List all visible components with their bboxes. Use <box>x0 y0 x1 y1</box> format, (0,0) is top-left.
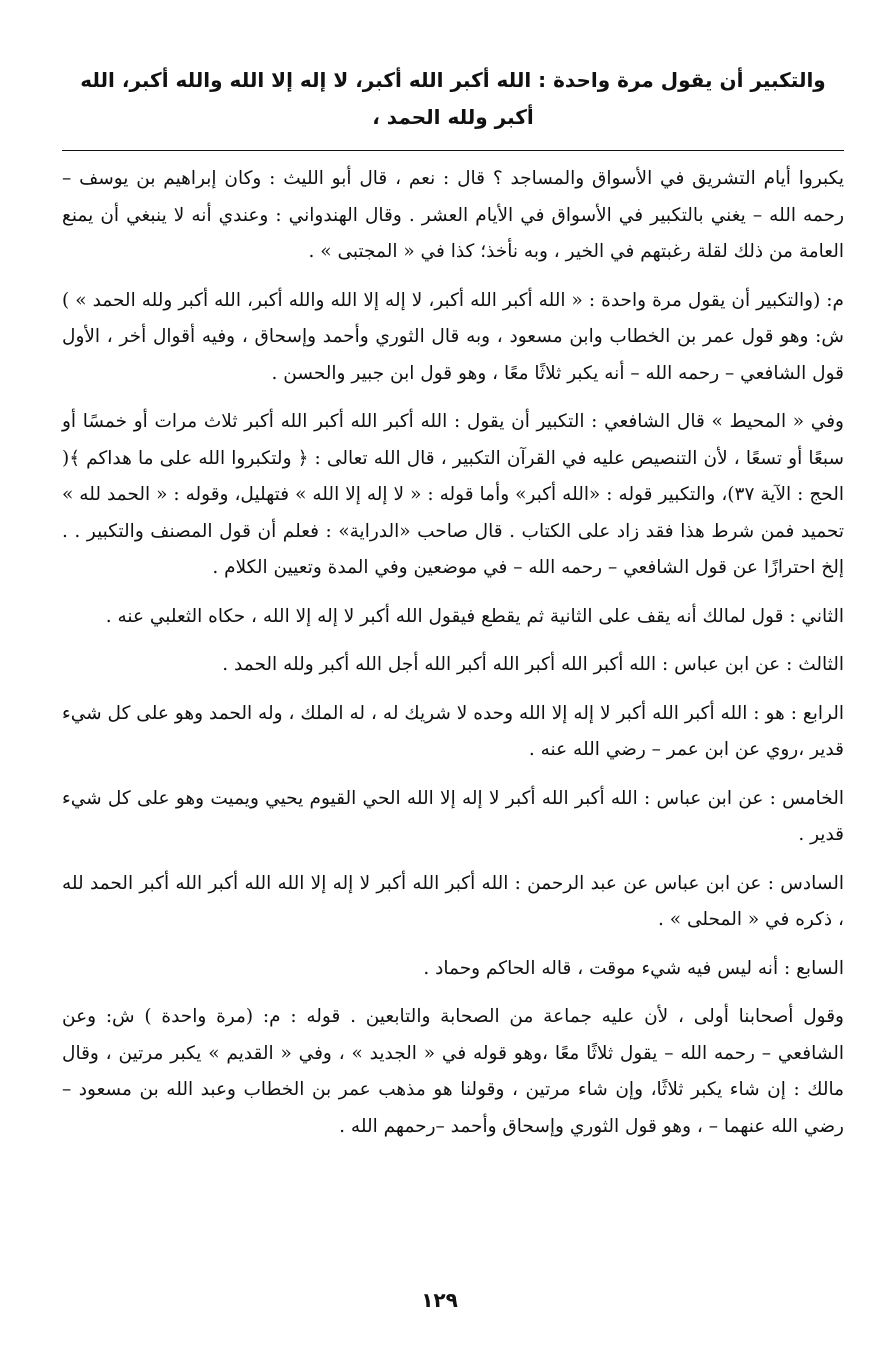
paragraph-fourth-opinion: الرابع : هو : الله أكبر الله أكبر لا إله إلا الله وحده لا شريك له ، له الملك ، وله الحمد وهو على كل شيء قدير ،روي عن ابن عمر – رضي الله عنه . <box>62 702 844 760</box>
paragraph-third-opinion: الثالث : عن ابن عباس : الله أكبر الله أكبر الله أكبر الله أجل الله أكبر ولله الحمد . <box>222 654 844 675</box>
paragraph-fifth-opinion: الخامس : عن ابن عباس : الله أكبر الله أكبر لا إله إلا الله الحي القيوم يحيي ويميت وهو على كل شيء قدير . <box>62 787 844 845</box>
paragraph-seventh-opinion: السابع : أنه ليس فيه شيء موقت ، قاله الحاكم وحماد . <box>423 957 844 979</box>
paragraph-muhit: وفي « المحيط » قال الشافعي : التكبير أن يقول : الله أكبر الله أكبر الله أكبر ثلاث مرات أو خمسًا أو سبعًا أو تسعًا ، لأن التنصيص عليه في القرآن التكبير ، قال الله تعالى : ﴿ ولتكبروا الله على ما هداكم ﴾( الحج : الآية ٣٧)، والتكبير قوله : «الله أكبر» وأما قوله : « لا إله إلا الله » فتهليل، وقوله : « الحمد لله » تحميد فمن شرط هذا فقد زاد على الكتاب . قال صاحب «الدراية» : فعلم أن قول المصنف والتكبير . . إلخ احترازًا عن قول الشافعي – رحمه الله – في موضعين وفي المدة وتعيين الكلام . <box>62 411 844 578</box>
page-number: ١٢٩ <box>421 1288 458 1312</box>
paragraph-sixth-opinion: السادس : عن ابن عباس عن عبد الرحمن : الله أكبر الله أكبر لا إله إلا الله الله أكبر الله أكبر الحمد لله ، ذكره في « المحلى » . <box>62 872 844 930</box>
paragraph-conclusion: وقول أصحابنا أولى ، لأن عليه جماعة من الصحابة والتابعين . قوله : م: (مرة واحدة ) ش: وعن الشافعي – رحمه الله – يقول ثلاثًا معًا ،وهو قوله في « الجديد » ، وفي « القديم » يكبر مرتين ، وقال مالك : إن شاء يكبر ثلاثًا، وإن شاء مرتين ، وقولنا هو مذهب عمر بن الخطاب وعبد الله بن مسعود – رضي الله عنهما – ، وهو قول الثوري وإسحاق وأحمد –رحمهم الله . <box>62 1006 844 1137</box>
paragraph-continuation: يكبروا أيام التشريق في الأسواق والمساجد ؟ قال : نعم ، قال أبو الليث : وكان إبراهيم بن يوسف – رحمه الله – يغني بالتكبير في الأسواق في الأيام العشر . وقال الهندواني : وعندي أنه لا ينبغي أن يمنع العامة من ذلك لقلة رغبتهم في الخير ، وبه نأخذ؛ كذا في « المجتبى » . <box>62 168 844 262</box>
paragraph-second-opinion: الثاني : قول لمالك أنه يقف على الثانية ثم يقطع فيقول الله أكبر لا إله إلا الله ، حكاه الثعلبي عنه . <box>105 605 844 627</box>
paragraph-matn-commentary: م: (والتكبير أن يقول مرة واحدة : « الله أكبر الله أكبر، لا إله إلا الله والله أكبر، الله أكبر ولله الحمد » ) ش: وهو قول عمر بن الخطاب وابن مسعود ، وبه قال الثوري وأحمد وإسحاق ، وفيه أقوال أخر ، الأول قول الشافعي – رحمه الله – أنه يكبر ثلاثًا معًا ، وهو قول ابن جبير والحسن . <box>62 289 844 384</box>
page-heading: والتكبير أن يقول مرة واحدة : الله أكبر الله أكبر، لا إله إلا الله والله أكبر، الله أكبر ولله الحمد ، <box>80 68 826 129</box>
page-body <box>62 62 844 1157</box>
heading-divider <box>62 150 844 151</box>
